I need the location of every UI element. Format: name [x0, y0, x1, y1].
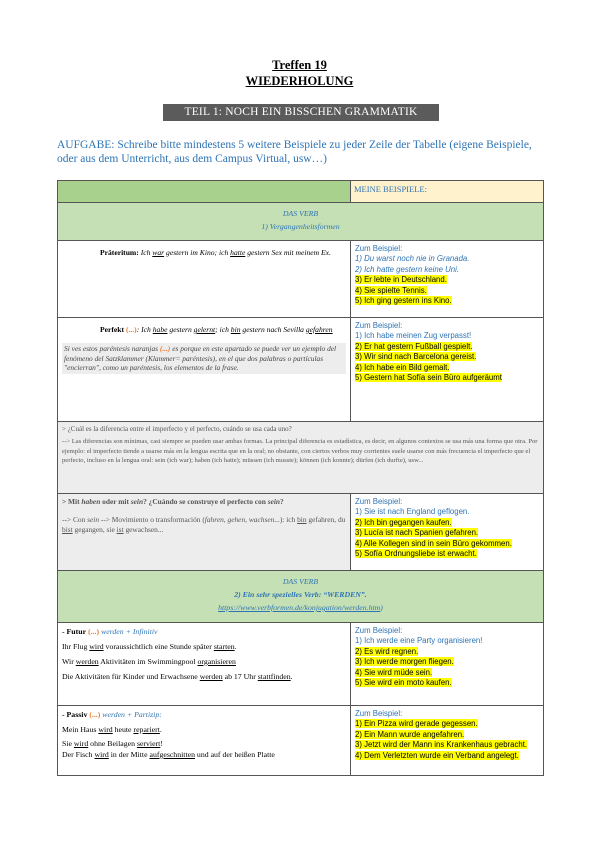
- list-item: 3) Jetzt wird der Mann ins Krankenhaus gebracht.: [355, 740, 528, 750]
- sentence-text: voraussichtlich eine Stunde später: [103, 642, 214, 651]
- difference-question: > ¿Cuál es la diferencia entre el imperfecto y el perfecto, cuándo se usa cada uno?: [62, 425, 292, 433]
- list-item: 2) Er hat gestern Fußball gespielt.: [355, 341, 473, 351]
- example-verb: gefahren: [305, 325, 333, 334]
- werden-section-row: [58, 571, 544, 623]
- difference-cell: [58, 422, 544, 494]
- sentence-text: Ihr Flug: [62, 642, 90, 651]
- answer-text: --> Movimiento o transformación (: [99, 515, 205, 525]
- list-item: 3) Lucía ist nach Spanien gefahren.: [355, 528, 479, 538]
- satzklammer-marker: (...): [89, 710, 101, 719]
- note-text: Si ves estos paréntesis naranjas: [64, 344, 160, 354]
- list-item: 3) Wir sind nach Barcelona gereist.: [355, 352, 477, 362]
- example-verb: war: [152, 248, 165, 257]
- task-instructions: AUFGABE: Schreibe bitte mindestens 5 weitere Beispiele zu jeder Zeile der Tabelle (eigene Beispiele, oder aus dem Unterricht, aus dem Campus Virtual, usw…): [57, 139, 532, 165]
- list-item: 5) Ich ging gestern ins Kino.: [355, 296, 452, 306]
- werden-section-title: DAS VERB: [282, 577, 319, 586]
- list-item: 3) Er lebte in Deutschland.: [355, 275, 447, 285]
- sentence-text: .: [234, 642, 237, 651]
- sentence-verb: starten: [213, 642, 235, 651]
- table-row: [58, 318, 544, 422]
- example-verb: hatte: [230, 248, 246, 257]
- list-item: 4) Dem Verletzten wurde ein Verband angelegt.: [355, 750, 519, 760]
- zum-beispiel-label: Zum Beispiel:: [355, 709, 403, 718]
- sentence-verb: serviert: [136, 739, 161, 748]
- praeteritum-examples[interactable]: [351, 241, 544, 318]
- list-item: 2) Ein Mann wurde angefahren.: [355, 729, 465, 739]
- sentence-text: .: [290, 672, 293, 681]
- perfekt-label: Perfekt: [100, 325, 125, 334]
- perfekt-explanation: [58, 318, 351, 422]
- list-item: 3) Ich werde morgen fliegen.: [355, 657, 454, 667]
- zum-beispiel-label: Zum Beispiel:: [355, 244, 403, 253]
- sentence-text: .: [159, 725, 162, 734]
- list-item: 1) Ich werde eine Party organisieren!: [355, 636, 483, 646]
- question-verb: haben: [81, 497, 101, 506]
- answer-verb: bist: [62, 525, 73, 535]
- list-item: 5) Sofía Ordnungsliebe ist erwacht.: [355, 549, 477, 559]
- section-heading: TEIL 1: NOCH EIN BISSCHEN GRAMMATIK: [163, 104, 439, 121]
- satzklammer-marker: (...): [125, 325, 137, 334]
- question-text: ?: [280, 497, 284, 506]
- sentence-verb: stattfinden: [257, 672, 291, 681]
- passiv-explanation: [58, 706, 351, 776]
- sentence-text: Aktivitäten im Swimmingpool: [98, 657, 198, 666]
- question-verb: sein: [130, 497, 144, 506]
- answer-text: gewachsen...: [123, 525, 164, 535]
- verb-section-subtitle: 1) Vergangenheitsformen: [261, 222, 340, 231]
- list-item: 2) Ich bin gegangen kaufen.: [355, 517, 452, 527]
- sentence-verb: wird: [73, 739, 89, 748]
- list-item: 4) Sie spielte Tennis.: [355, 285, 427, 295]
- zum-beispiel-label: Zum Beispiel:: [355, 321, 403, 330]
- zum-beispiel-label: Zum Beispiel:: [355, 626, 403, 635]
- list-item: 4) Ich habe ein Bild gemalt.: [355, 362, 450, 372]
- answer-verb: ist: [116, 525, 124, 535]
- question-text: oder mit: [100, 497, 131, 506]
- example-verb: bin: [230, 325, 241, 334]
- table-header-row: [58, 181, 544, 203]
- answer-text: gefahren, du: [306, 515, 346, 525]
- list-item: 1) Sie ist nach England geflogen.: [355, 507, 470, 517]
- sentence-text: Der Fisch: [62, 750, 95, 759]
- zum-beispiel-label: Zum Beispiel:: [355, 497, 403, 506]
- example-verb: habe: [152, 325, 168, 334]
- question-verb: sein: [267, 497, 281, 506]
- verb-section-cell: [58, 203, 544, 241]
- sentence-verb: wird: [98, 725, 113, 734]
- list-item: 1) Ich habe meinen Zug verpasst!: [355, 331, 472, 341]
- sentence-verb: organisieren: [197, 657, 236, 666]
- example-text: gestern im Kino; ich: [164, 248, 231, 257]
- example-text: gestern Sex mit meinem Ex.: [245, 248, 331, 257]
- answer-text: ...): ich: [274, 515, 298, 525]
- answer-verb: sein: [87, 515, 100, 525]
- list-item: 1) Ein Pizza wird gerade gegessen.: [355, 719, 478, 729]
- note-text: es porque en este apartado se puede ver un ejemplo del fenómeno del Satzklammer (Klammer= paréntesis), en el que dos palabras o partículas "encierran", como un paréntesis, los elementos de la frase.: [64, 344, 337, 373]
- page-title: Treffen 19: [272, 58, 327, 72]
- praeteritum-explanation: [58, 241, 351, 318]
- grammar-table: [57, 180, 544, 776]
- sentence-verb: aufgeschnitten: [149, 750, 195, 759]
- answer-text: --> Con: [62, 515, 88, 525]
- perfekt-examples[interactable]: [351, 318, 544, 422]
- example-text: gestern nach Sevilla: [240, 325, 306, 334]
- link-paren: ): [380, 603, 383, 612]
- satzklammer-marker: (...): [159, 344, 171, 354]
- satzklammer-marker: (...): [88, 627, 100, 636]
- list-item: 2) Ich hatte gestern keine Uni.: [355, 264, 460, 274]
- table-row: [58, 623, 544, 706]
- futur-label: - Futur: [62, 627, 87, 636]
- list-item: 5) Sie wird ein moto kaufen.: [355, 678, 452, 688]
- list-item: 4) Alle Kollegen sind in sein Büro gekommen.: [355, 538, 512, 548]
- sentence-verb: werden: [75, 657, 99, 666]
- sentence-verb: wird: [89, 642, 104, 651]
- verb-section-row: [58, 203, 544, 241]
- example-text: gestern: [167, 325, 194, 334]
- table-row: [58, 706, 544, 776]
- answer-text: gegangen, sie: [72, 525, 117, 535]
- praeteritum-label: Präteritum:: [100, 248, 139, 257]
- satzklammer-note: [62, 343, 346, 374]
- page-subtitle: WIEDERHOLUNG: [245, 74, 354, 88]
- question-text: ? ¿Cuándo se construye el perfecto con: [143, 497, 268, 506]
- header-cell-left: [58, 181, 351, 203]
- futur-examples[interactable]: [351, 623, 544, 706]
- werden-section-subtitle: 2) Ein sehr spezielles Verb: “WERDEN”.: [234, 590, 367, 599]
- list-item: 5) Gestern hat Sofía sein Büro aufgeräumt: [355, 373, 502, 383]
- haben-sein-examples[interactable]: [351, 494, 544, 571]
- question-text: > Mit: [62, 497, 82, 506]
- sentence-text: Sie: [62, 739, 74, 748]
- verbformen-link[interactable]: https://www.verbformen.de/konjugation/werden.htm: [218, 603, 381, 612]
- sentence-text: Wir: [62, 657, 76, 666]
- verb-section-title: DAS VERB: [282, 209, 319, 218]
- example-verb: gelernt: [193, 325, 216, 334]
- header-cell-right: MEINE BEISPIELE:: [351, 181, 544, 203]
- sentence-verb: wird: [94, 750, 109, 759]
- list-item: 1) Du warst noch nie in Granada.: [355, 254, 470, 264]
- example-text: : Ich: [136, 325, 153, 334]
- haben-sein-explanation: [58, 494, 351, 571]
- futur-formula: werden + Infinitiv: [99, 627, 158, 636]
- sentence-verb: werden: [199, 672, 223, 681]
- passiv-label: - Passiv: [62, 710, 88, 719]
- list-item: 4) Sie wird müde sein.: [355, 667, 433, 677]
- sentence-text: heute: [112, 725, 134, 734]
- example-text: Ich: [138, 248, 153, 257]
- passiv-examples[interactable]: [351, 706, 544, 776]
- sentence-text: ohne Beilagen: [88, 739, 137, 748]
- list-item: 2) Es wird regnen.: [355, 646, 419, 656]
- sentence-text: Die Aktivitäten für Kinder und Erwachsene: [62, 672, 200, 681]
- sentence-verb: repariert: [133, 725, 160, 734]
- sentence-text: ab 17 Uhr: [222, 672, 258, 681]
- answer-verbs: fahren, gehen, wachsen: [204, 515, 275, 525]
- table-row: [58, 494, 544, 571]
- difference-answer: --> Las diferencias son mínimas, casi siempre se pueden usar ambas formas. La principal diferencia es estadística, es decir, en algunos contextos se usa más una forma que otra. Por ejemplo: el imperfecto tiende a usarse más en la lengua escrita que en la oral; no obstante, con ciertos verbos muy corrientes suele usarse con más frecuencia el imperfecto que el perfecto, incluso en la lengua oral: sein (ich war); haben (ich hatte); müssen (ich musste); können (ich konnte); dürfen (ich durfte), usw...: [62, 438, 538, 465]
- sentence-text: in der Mitte: [108, 750, 150, 759]
- passiv-formula: werden + Partizip:: [100, 710, 162, 719]
- sentence-text: !: [160, 739, 163, 748]
- answer-verb: bin: [297, 515, 307, 525]
- table-row: [58, 241, 544, 318]
- futur-explanation: [58, 623, 351, 706]
- sentence-text: und auf der heißen Platte: [194, 750, 275, 759]
- table-row: [58, 422, 544, 494]
- example-text: ; ich: [215, 325, 231, 334]
- sentence-text: Mein Haus: [62, 725, 99, 734]
- werden-section-cell: [58, 571, 544, 623]
